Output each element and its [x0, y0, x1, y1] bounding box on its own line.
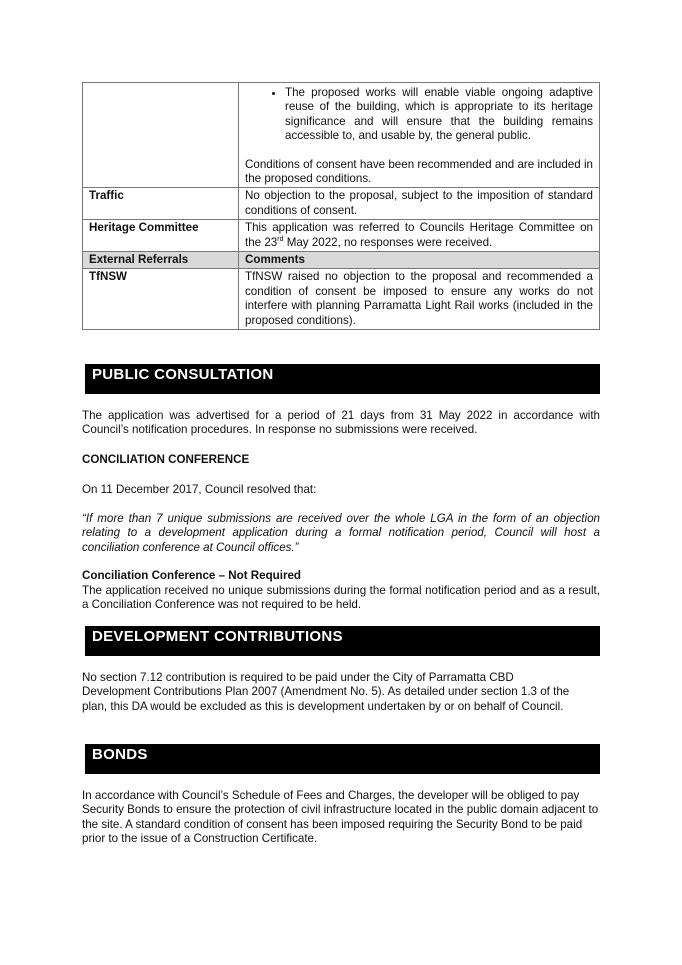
header-external-referrals: External Referrals	[83, 252, 239, 269]
table-row	[83, 83, 600, 188]
section-heading-bonds: BONDS	[82, 744, 600, 774]
conditions-note: Conditions of consent have been recommended and are included in the proposed conditions.	[245, 157, 593, 186]
development-contributions-text: No section 7.12 contribution is required to be paid under the City of Parramatta CBD Development Contributions Plan 2007 (Amendment No. 5). As detailed under section 1.3 of the plan, this DA would be excluded as this is development undertaken by or on behalf of Council.	[82, 671, 570, 713]
council-resolution-intro: On 11 December 2017, Council resolved that:	[82, 483, 317, 496]
not-required-heading: Conciliation Conference – Not Required	[82, 569, 302, 582]
table-cell-empty	[83, 83, 239, 188]
row-label-heritage-committee: Heritage Committee	[83, 220, 239, 252]
council-resolution-quote: “If more than 7 unique submissions are received over the whole LGA in the form of an objection relating to a development application during a formal notification period, Council will host a conciliation conference at Council offices.”	[82, 512, 600, 554]
bullet-list	[245, 86, 593, 144]
row-text-tfnsw: TfNSW raised no objection to the proposal and recommended a condition of consent be imposed to ensure any works do not interfere with planning Parramatta Light Rail works (included in the proposed conditions).	[239, 269, 600, 330]
bullet-item: • The proposed works will enable viable ongoing adaptive reuse of the building, which is appropriate to its heritage significance and will ensure that the building remains accessible to, and usable by, the general public.	[285, 86, 593, 144]
row-label-tfnsw: TfNSW	[83, 269, 239, 330]
public-consultation-text: The application was advertised for a period of 21 days from 31 May 2022 in accordance with Council’s notification procedures. In response no submissions were received.	[82, 409, 600, 437]
referrals-table	[82, 82, 600, 330]
section-heading-public-consultation: PUBLIC CONSULTATION	[82, 364, 600, 394]
conciliation-conference-heading: CONCILIATION CONFERENCE	[82, 453, 250, 466]
bonds-text: In accordance with Council’s Schedule of Fees and Charges, the developer will be obliged to pay Security Bonds to ensure the protection of civil infrastructure located in the public domain adjacent to the site. A standard condition of consent has been imposed requiring the Security Bond to be paid prior to the issue of a Construction Certificate.	[82, 789, 599, 846]
not-required-text: The application received no unique submissions during the formal notification period and as a result, a Conciliation Conference was not required to be held.	[82, 584, 600, 612]
section-heading-development-contributions: DEVELOPMENT CONTRIBUTIONS	[82, 626, 600, 656]
row-label-traffic: Traffic	[83, 188, 239, 220]
header-comments: Comments	[239, 252, 600, 269]
table-cell-heritage-comments	[239, 83, 600, 188]
table-header-row	[83, 252, 600, 269]
table-row	[83, 269, 600, 330]
row-text-heritage-committee	[239, 220, 600, 252]
table-row	[83, 220, 600, 252]
ordinal-suffix: rd	[277, 235, 284, 243]
row-text-traffic: No objection to the proposal, subject to the imposition of standard conditions of consent.	[239, 188, 600, 220]
heritage-text-after: May 2022, no responses were received.	[283, 235, 493, 249]
table-row	[83, 188, 600, 220]
heritage-text-before: This application was referred to Councils Heritage Committee on the 23	[245, 221, 593, 249]
